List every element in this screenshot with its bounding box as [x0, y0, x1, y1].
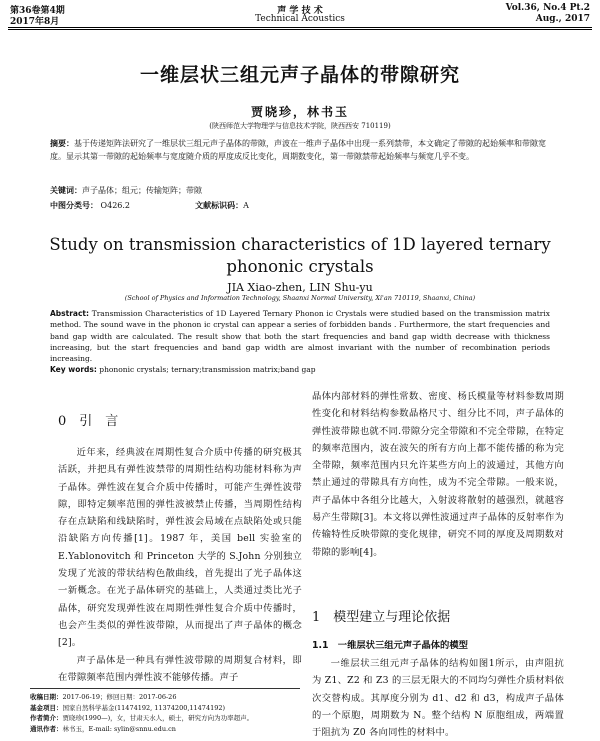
corresponding-text: 林书玉，E-mail: sylin@snnu.edu.cn: [62, 724, 176, 733]
section-0-heading: 0 引 言: [58, 414, 119, 429]
author-bio-label: 作者简介：: [30, 714, 63, 722]
body-paragraph: 晶体内部材料的弹性常数、密度、杨氏模量等材料参数周期性变化和材料结构参数晶格尺寸、组分比不同，声子晶体的弹性波带隙也就不同.带隙分完全带隙和不完全带隙，在特定的频率范围内，波在波矢的所有方向上都不能传播的称为完全带隙，频率范围内只允许某些方向上的波通过，其他方向禁止通过的带隙具有方向性，成为不完全带隙。一般来说，声子晶体中各组分比越大，入射波将散射的越强烈，就越容易产生带隙[3]。本文将以弹性波通过声子晶体的反射率作为传输特性反映带隙的变化规律，研究不同的厚度及周期数对带隙的影响[4]。: [312, 391, 564, 558]
body-paragraph: 一维层状三组元声子晶体的结构如图1所示，由声阻抗为 Z1、Z2 和 Z3 的三层无限大的不同均匀弹性介质材料依次交替构成。其厚度分别为 d1、d2 和 d3，构成声子晶体的一个原胞，周期数为 N。整个结构 N 原胞组成，两端置于阻抗为 Z0 各向同性的材料中。: [312, 658, 564, 739]
clc-label: 中图分类号：: [50, 201, 98, 210]
abstract-cn: [50, 137, 550, 163]
body-paragraph: 近年来，经典波在周期性复合介质中传播的研究极其活跃，并把具有弹性波禁带的周期性结构功能材料称为声子晶体。弹性波在复合介质中传播时，可能产生弹性波带隙，即特定频率范围的弹性波被禁止传播，当周期性结构存在点缺陷和线缺陷时，弹性波会局域在点缺陷处或只能沿缺陷方向传播[1]。1987 年，美国 bell 实验室的 E.Yablonovitch 和 Princeton 大学的 S.John 分别独立发现了光波的带状结构色散曲线，首先提出了光子晶体这一新概念。在光子晶体研究的基础上，人类通过类比光子晶体，研究发现弹性波在周期性弹性复合介质中传播时，也会产生类似的弹性波带隙，从而提出了声子晶体的概念[2]。: [58, 447, 302, 649]
header-rule: [8, 27, 592, 28]
left-column-text: [58, 444, 302, 686]
abstract-en: [50, 308, 550, 376]
keywords-en-text: phononic crystals; ternary;transmission matrix;band gap: [99, 365, 316, 375]
doc-code-value: A: [243, 201, 249, 210]
received-text: 2017-06-19；修回日期：2017-06-26: [62, 693, 177, 701]
abstract-en-text: Transmission Characteristics of 1D Layered Ternary Phonon ic Crystals were studied based on the transmission matrix method. The sound wave in the phonon ic crystal can appear a series of forbidden bands . Furthermore, the start frequencies and band gap width are calculated. The result show that both the start frequencies and band gap width decrease with thickness increasing, but the start frequencies and band gap width are almost invariant with the number of recombination periods increasing.: [50, 309, 551, 364]
section-1-heading: 1 模型建立与理论依据: [312, 610, 451, 625]
journal-name-en: Technical Acoustics: [255, 14, 345, 24]
volume-label: Vol.36, No.4 Pt.2: [505, 3, 590, 13]
affiliation-en: (School of Physics and Information Technology, Shaanxi Normal University, Xi'an 710119, Shaanxi, China): [124, 294, 476, 302]
title-cn: 一维层状三组元声子晶体的带隙研究: [139, 64, 460, 86]
classification-line: [50, 199, 550, 212]
keywords-cn-label: 关键词：: [50, 186, 82, 195]
abstract-cn-label: 摘要：: [50, 139, 74, 148]
right-column-text: [312, 388, 564, 561]
footnotes: [30, 692, 300, 734]
keywords-cn: [50, 184, 550, 197]
corresponding-label: 通讯作者：: [30, 724, 63, 733]
journal-name-cn: 声 学 技 术: [277, 6, 323, 16]
date-label-en: Aug., 2017: [535, 14, 590, 24]
keywords-en-label: Key words:: [50, 365, 97, 375]
footnote-rule: [30, 688, 300, 689]
authors-en: JIA Xiao-zhen, LIN Shu-yu: [227, 281, 373, 294]
abstract-cn-text: 基于传递矩阵法研究了一维层状三组元声子晶体的带隙，声波在一维声子晶体中出现一系列禁带，本文确定了带隙的起始频率和带隙宽度。显示其第一带隙的起始频率与宽度随介质的厚度成反比变化，周期数变化，第一带隙禁带起始频率与频宽几乎不变。: [50, 139, 546, 161]
header-rule-thin: [8, 29, 592, 30]
author-bio-text: 贾晓珍(1990—)，女，甘肃天水人，硕士，研究方向为功率超声。: [62, 714, 254, 722]
clc-value: O426.2: [100, 201, 131, 210]
abstract-en-label: Abstract:: [50, 309, 90, 318]
keywords-cn-text: 声子晶体；组元；传输矩阵；带隙: [82, 186, 202, 195]
doc-code-label: 文献标识码：: [195, 201, 244, 210]
received-label: 收稿日期：: [30, 693, 63, 701]
right-column-text-2: [312, 655, 564, 741]
fund-text: 国家自然科学基金(11474192, 11374200,11474192): [62, 703, 226, 712]
body-paragraph: 声子晶体是一种具有弹性波带隙的周期复合材料，即在带隙频率范围内弹性波不能够传播。声子: [58, 654, 302, 683]
authors-cn: 贾晓珍，林书玉: [250, 105, 349, 119]
affiliation-cn: (陕西师范大学物理学与信息技术学院，陕西西安 710119): [209, 122, 391, 130]
title-en: Study on transmission characteristics of 1D layered ternary phononic crystals: [49, 235, 551, 276]
subsection-1-1-heading: 1.1 一维层状三组元声子晶体的模型: [312, 640, 468, 651]
date-label-cn: 2017年8月: [10, 17, 60, 27]
issue-label: 第36卷第4期: [10, 6, 65, 16]
fund-label: 基金项目：: [30, 703, 63, 712]
running-header-bottom: [10, 14, 590, 26]
